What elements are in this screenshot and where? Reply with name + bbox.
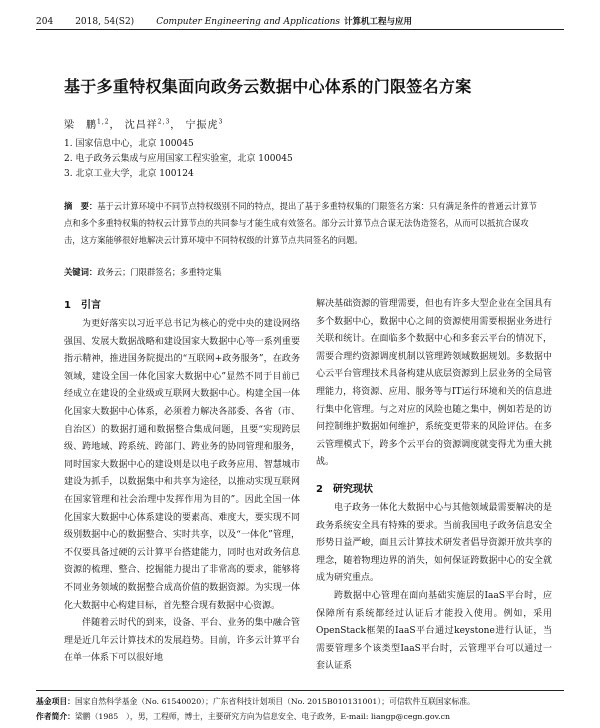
abstract-label: 摘 要： xyxy=(64,201,98,211)
paper-title: 基于多重特权集面向政务云数据中心体系的门限签名方案 xyxy=(64,77,472,96)
author-name: 沈昌祥 xyxy=(124,120,158,131)
paragraph: 电子政务一体化大数据中心与其他领域最需要解决的是政务系统安全具有特殊的要求。当前我国电子政务信息安全形势日益严峻，面且云计算技术研发者倡导资源开放共享的理念，随着物理边界的消失，如何保证跨数据中心的安全就成为研究重点。 xyxy=(316,502,552,584)
author-name: 宁振虎 xyxy=(185,120,219,131)
abstract xyxy=(64,198,542,249)
paragraph-continuation: 解决基础资源的管理需要，但也有许多大型企业在全国具有多个数据中心，数据中心之间的资源使用需要根据业务进行关联和统计。在面临多个数据中心和多套云平台的情况下，需要合理约资源调度机制以管理跨领域数据规划。多数据中心云平台管理技术具备构建从底层资源到上层业务的全局管理能力，将资源、应用、服务等与IT运行环境和关的信息进行集中化管理。与之对应的风险也随之集中，例如若是的访问控制维护数据如何维护，系统变更带来的风险评估。在多云管理模式下，跨多个云平台的资源调度就变得尤为重大挑战。 xyxy=(316,299,552,468)
affiliation: 1. 国家信息中心，北京 100045 xyxy=(64,139,194,149)
author-list: 梁 鹏$^{1,2}$， 沈昌祥$^{2,3}$， 宁振虎$^3$ xyxy=(64,118,224,131)
right-column xyxy=(316,296,552,676)
section-heading: 2 研究现状 xyxy=(316,483,373,495)
journal-name: Computer Engineering and Applications xyxy=(156,17,341,27)
abstract-text: 基于云计算环境中不同节点特权级别不同的特点，提出了基于多重特权集的门限签名方案：只有满足条件的普通云计算节点和多个多重特权集的特权云计算节点的共同参与才能生成有效签名。部分云计算节点合谋无法伪造签名，从而可以抵抗合谋攻击，这方案能够很好地解决云计算环境中不同特权级的计算节点共同签名的问题。 xyxy=(64,201,537,245)
left-column xyxy=(64,296,300,668)
author-bio-label: 作者简介： xyxy=(36,712,75,721)
funding-text: 国家自然科学基金（No. 61540020）；广东省科技计划项目（No. 2015B010131001）；可信软件互联国家标准。 xyxy=(74,697,475,706)
author-affil-marker: 2,3 xyxy=(157,118,171,126)
author-bio xyxy=(36,709,564,724)
paragraph: 为更好落实以习近平总书记为核心的党中央的建设网络强国、发展大数据战略和建设国家大数据中心等一系列重要指示精神，推进国务院提出的“互联网+政务服务”，在政务领域，建设全国一体化国家大数据中心”显然不同于目前已经成立在建设的全业级或互联网大数据中心。构建全国一体化国家大数据中心体系，必须着力解决各部委、各省（市、自治区）的数据打通和数据整合集成问题，且要“实现跨层级、跨地域、跨系统、跨部门、跨业务的协同管理和服务，同时国家大数据中心的建设则是以电子政务应用、智慧城市建设为抓手，以数据集中和共享为途径，以推动实现互联网在国家管理和社会治理中发挥作用为目的”。因此全国一体化国家大数据中心体系建设的要素高、难度大，要实现不同级别数据中心的数据整合、实时共享，以及“一体化”管理，不仅要具备过硬的云计算平台搭建能力，同时也对政务信息资源的梳理、整合、挖掘能力提出了非常高的要求，能够将不同业务领域的数据整合成高价值的数据资源。为实现一体化大数据中心构建目标，首先整合现有数据中心资源。 xyxy=(64,319,300,611)
funding-note xyxy=(36,694,564,709)
affiliation: 3. 北京工业大学，北京 100124 xyxy=(64,169,194,179)
page-number: 204 xyxy=(36,17,54,27)
author-affil-marker: 1,2 xyxy=(97,118,110,126)
author-name: 梁 鹏 xyxy=(64,120,97,131)
journal-section: 计算机工程与应用 xyxy=(344,17,413,27)
running-header xyxy=(36,10,564,30)
keywords xyxy=(64,266,542,278)
keywords-label: 关键词： xyxy=(64,267,98,277)
keywords-text: 政务云；门限群签名；多重特定集 xyxy=(97,267,222,277)
author-affil-marker: 3 xyxy=(218,118,224,126)
footnote-block xyxy=(36,690,564,724)
volume-info: 2018, 54(S2) xyxy=(75,17,135,27)
paragraph: 伴随着云时代的到来，设备、平台、业务的集中融合管理是近几年云计算技术的发展趋势。目前，许多云计算平台在单一体系下可以很好地 xyxy=(64,618,300,664)
affiliation: 2. 电子政务云集成与应用国家工程实验室，北京 100045 xyxy=(64,154,293,164)
paragraph: 跨数据中心管理在面向基础实施层的IaaS平台时，应保障所有系统都经过认证后才能投入使用。例如，采用OpenStack框架的IaaS平台通过keystone进行认证，当需要管理多个该类型IaaS平台时，云管理平台可以通过一套认证系 xyxy=(316,590,552,672)
section-heading: 1 引言 xyxy=(64,300,101,311)
funding-label: 基金项目： xyxy=(36,697,75,706)
author-bio-text: 梁鹏（1985 ），男，工程师，博士，主要研究方向为信息安全、电子政务，E-mail: liangp@cegn.gov.cn xyxy=(74,712,450,721)
